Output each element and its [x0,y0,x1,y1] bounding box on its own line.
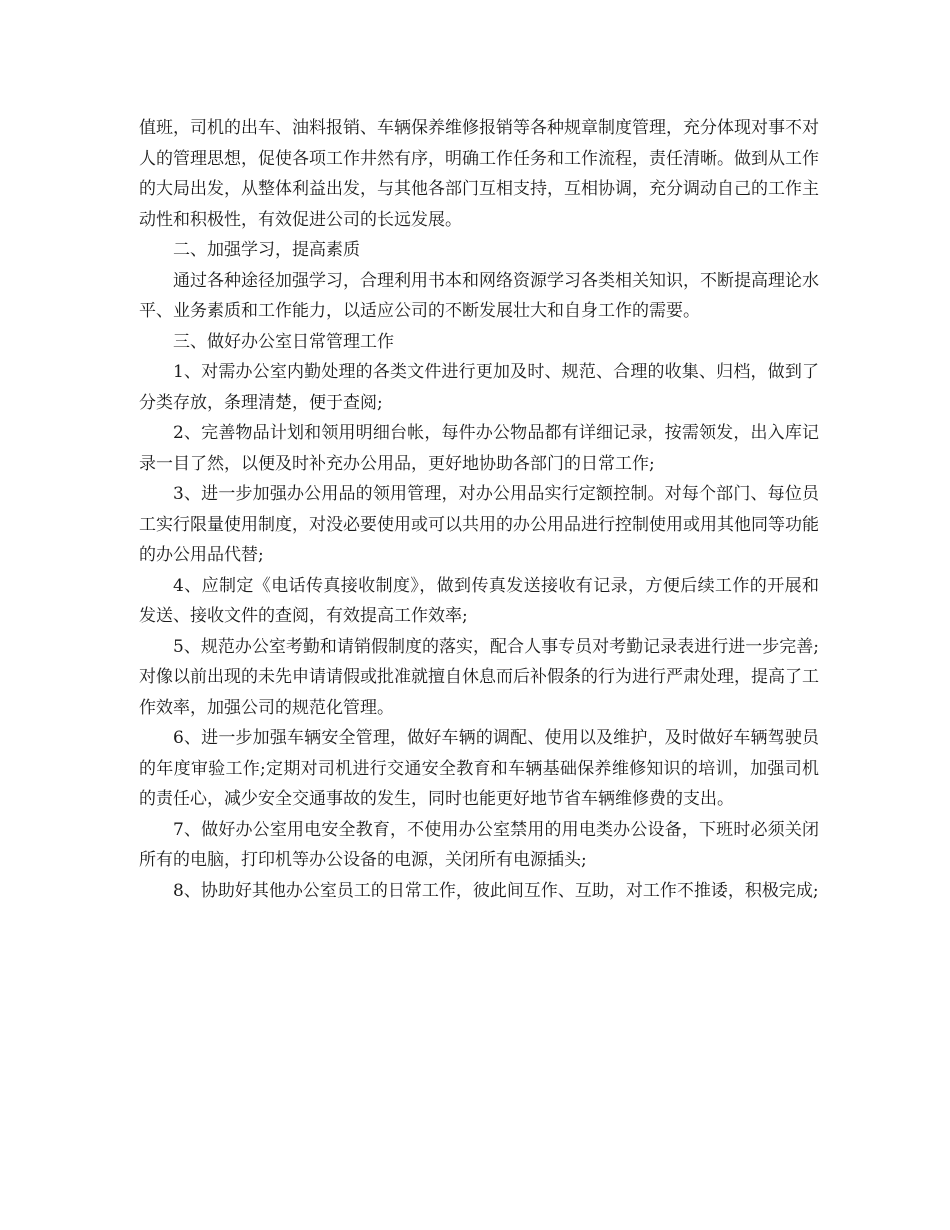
list-item-8-assist-colleagues: 8、协助好其他办公室员工的日常工作，彼此间互作、互助，对工作不推诿，积极完成; [173,880,819,901]
list-item-7-electric-safety: 7、做好办公室用电安全教育，不使用办公室禁用的用电类办公设备，下班时必须关闭所有的电脑，打印机等办公设备的电源，关闭所有电源插头; [139,819,819,870]
list-item-6-vehicle-safety: 6、进一步加强车辆安全管理，做好车辆的调配、使用以及维护，及时做好车辆驾驶员的年度审验工作;定期对司机进行交通安全教育和车辆基础保养维修知识的培训，加强司机的责任心，减少安全交通事故的发生，同时也能更好地节省车辆维修费的支出。 [139,728,819,809]
document-body [139,113,819,906]
list-item-1-file-archiving: 1、对需办公室内勤处理的各类文件进行更加及时、规范、合理的收集、归档，做到了分类存放，条理清楚，便于查阅; [139,362,819,413]
list-item-2-supplies-ledger: 2、完善物品计划和领用明细台帐，每件办公物品都有详细记录，按需领发，出入库记录一目了然，以便及时补充办公用品，更好地协助各部门的日常工作; [139,423,819,474]
list-item-4-fax-system: 4、应制定《电话传真接收制度》，做到传真发送接收有记录，方便后续工作的开展和发送、接收文件的查阅，有效提高工作效率; [139,575,819,626]
list-item-3-supplies-control: 3、进一步加强办公用品的领用管理，对办公用品实行定额控制。对每个部门、每位员工实行限量使用制度，对没必要使用或可以共用的办公用品进行控制使用或用其他同等功能的办公用品代替; [139,484,819,565]
list-item-5-attendance: 5、规范办公室考勤和请销假制度的落实，配合人事专员对考勤记录表进行进一步完善;对像以前出现的未先申请请假或批准就擅自休息而后补假条的行为进行严肃处理，提高了工作效率，加强公司的规范化管理。 [139,636,819,718]
paragraph-study: 通过各种途径加强学习，合理利用书本和网络资源学习各类相关知识，不断提高理论水平、业务素质和工作能力，以适应公司的不断发展壮大和自身工作的需要。 [139,270,819,321]
paragraph-duty-management: 值班，司机的出车、油料报销、车辆保养维修报销等各种规章制度管理，充分体现对事不对人的管理思想，促使各项工作井然有序，明确工作任务和工作流程，责任清晰。做到从工作的大局出发，从整体利益出发，与其他各部门互相支持，互相协调，充分调动自己的工作主动性和积极性，有效促进公司的长远发展。 [139,118,819,230]
heading-strengthen-study: 二、加强学习，提高素质 [173,240,360,260]
heading-office-daily-management: 三、做好办公室日常管理工作 [173,331,394,352]
